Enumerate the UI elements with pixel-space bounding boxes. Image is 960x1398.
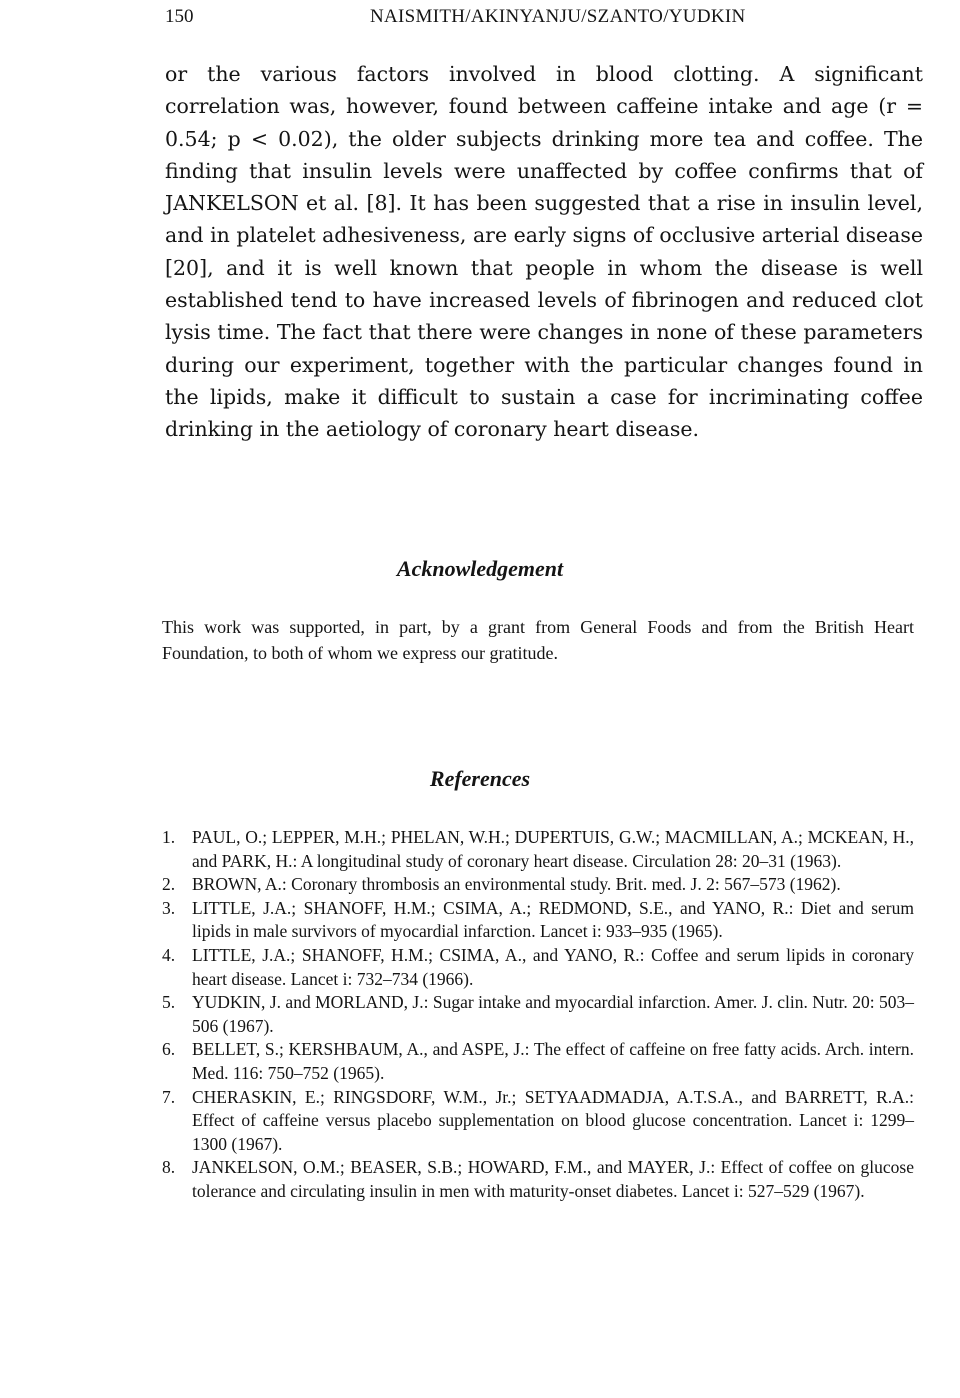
reference-text: LITTLE, J.A.; SHANOFF, H.M.; CSIMA, A.; REDMOND, S.E., and YANO, R.: Diet and serum lipids in male survivors of myocardial infarction. Lancet i: 933–935 (1965). [192,897,914,942]
reference-item [162,1156,914,1203]
reference-number: 6. [162,1039,176,1060]
reference-item [162,826,914,873]
reference-item [162,944,914,991]
page-number: 150 [165,6,194,27]
running-head: NAISMITH/AKINYANJU/SZANTO/YUDKIN [370,6,746,27]
reference-number: 1. [162,827,176,847]
reference-item [162,1038,914,1085]
reference-number: 8. [162,1157,176,1178]
reference-text: PAUL, O.; LEPPER, M.H.; PHELAN, W.H.; DUPERTUIS, G.W.; MACMILLAN, A.; MCKEAN, H., and PARK, H.: A longitudinal study of coronary heart disease. Circulation 28: 20–31 (1963). [192,827,914,871]
acknowledgement-text: This work was supported, in part, by a grant from General Foods and from the British Heart Foundation, to both of whom we express our gratitude. [162,617,914,663]
reference-text: BROWN, A.: Coronary thrombosis an environmental study. Brit. med. J. 2: 567–573 (1962). [192,874,841,895]
reference-item [162,991,914,1038]
reference-number: 5. [162,992,176,1013]
reference-item [162,1086,914,1157]
body-paragraph: or the various factors involved in blood clotting. A significant correlation was, however, found between caffeine intake and age (r = 0.54; p < 0.02), the older subjects drinking more tea and coffee. The finding that insulin levels were unaffected by coffee confirms that of JANKELSON et al. [8]. It has been suggested that a rise in insulin level, and in platelet adhesiveness, are early signs of occlusive arterial disease [20], and it is well known that people in whom the disease is well established tend to have increased levels of fibrinogen and reduced clot lysis time. The fact that there were changes in none of these parameters during our experiment, together with the particular changes found in the lipids, make it difficult to sustain a case for incriminating coffee drinking in the aetiology of coronary heart disease. [165,62,923,442]
page-header [165,6,925,30]
reference-text: YUDKIN, J. and MORLAND, J.: Sugar intake and myocardial infarction. Amer. J. clin. Nutr. 20: 503–506 (1967). [192,992,914,1036]
reference-list [162,826,914,1204]
reference-number: 4. [162,944,176,965]
reference-item [162,897,914,944]
reference-item [162,873,914,897]
reference-number: 7. [162,1086,176,1107]
acknowledgement-heading: Acknowledgement [396,556,564,581]
reference-text: BELLET, S.; KERSHBAUM, A., and ASPE, J.: The effect of caffeine on free fatty acids. Arch. intern. Med. 116: 750–752 (1965). [192,1039,914,1083]
references-heading: References [429,766,531,791]
reference-number: 3. [162,897,176,918]
reference-text: JANKELSON, O.M.; BEASER, S.B.; HOWARD, F.M., and MAYER, J.: Effect of coffee on glucose tolerance and circulating insulin in men with maturity-onset diabetes. Lancet i: 527–529 (1967). [192,1157,914,1201]
reference-text: CHERASKIN, E.; RINGSDORF, W.M., Jr.; SETYAADMADJA, A.T.S.A., and BARRETT, R.A.: Effect of caffeine versus placebo supplementation on blood glucose concentration. Lancet i: 1299–1300 (1967). [192,1086,914,1154]
reference-number: 2. [162,874,176,895]
reference-text: LITTLE, J.A.; SHANOFF, H.M.; CSIMA, A., and YANO, R.: Coffee and serum lipids in coronary heart disease. Lancet i: 732–734 (1966). [192,944,914,989]
